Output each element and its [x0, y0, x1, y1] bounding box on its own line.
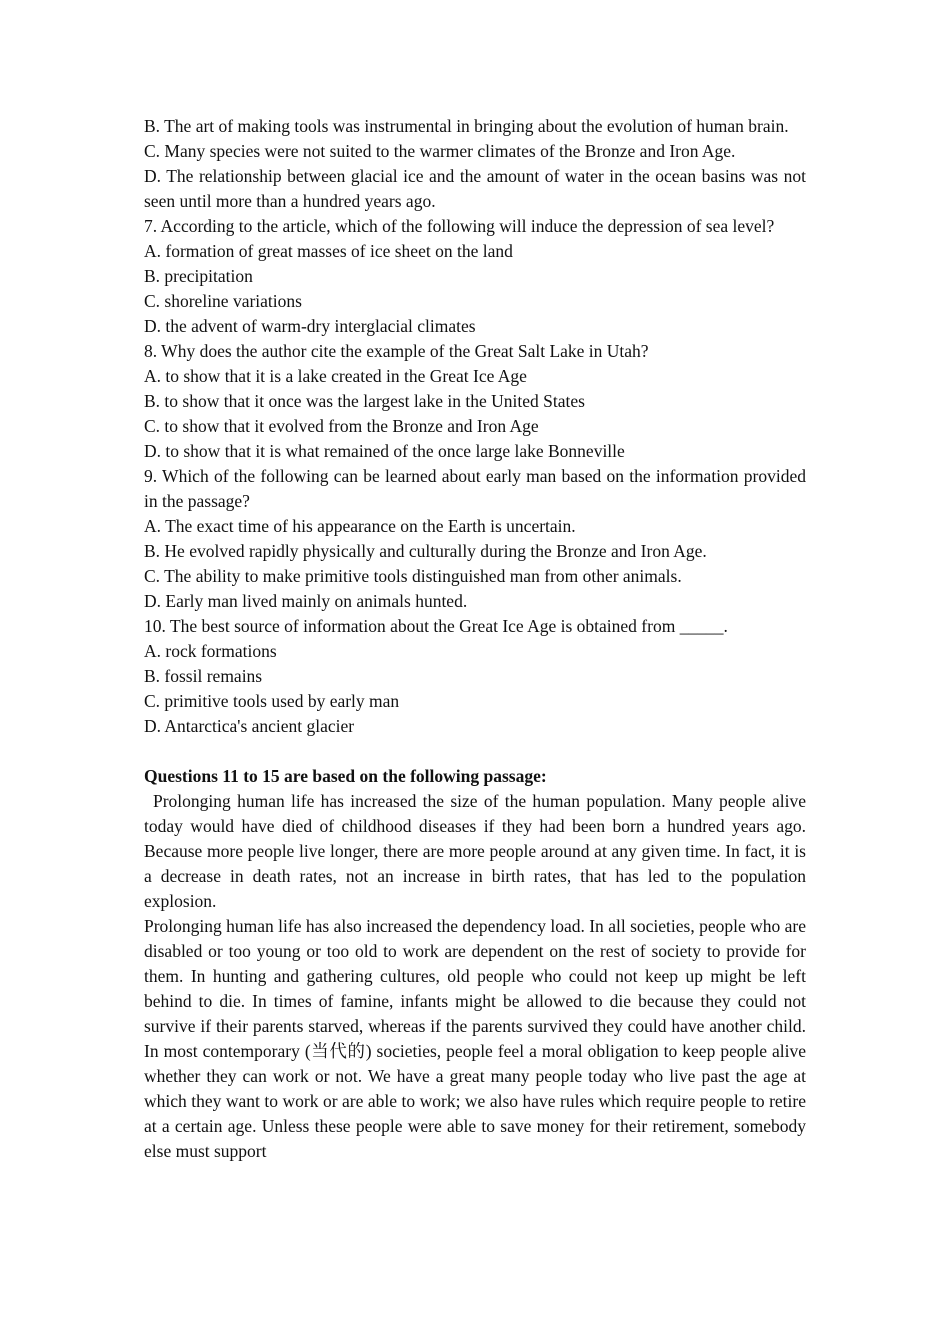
- q10-option-b: B. fossil remains: [144, 666, 263, 686]
- q7-option-d: D. the advent of warm-dry interglacial climates: [144, 316, 476, 336]
- q9-option-d: D. Early man lived mainly on animals hunted.: [144, 591, 468, 611]
- q9-option-b: B. He evolved rapidly physically and culturally during the Bronze and Iron Age.: [144, 541, 707, 561]
- q6-option-b: B. The art of making tools was instrumental in bringing about the evolution of human brain.: [144, 116, 789, 136]
- q10-option-a: A. rock formations: [144, 641, 277, 661]
- q7-option-b: B. precipitation: [144, 266, 253, 286]
- q7-question: 7. According to the article, which of the following will induce the depression of sea level?: [144, 216, 775, 236]
- passage-heading: Questions 11 to 15 are based on the following passage:: [144, 766, 547, 786]
- q8-option-a: A. to show that it is a lake created in the Great Ice Age: [144, 366, 527, 386]
- q8-option-d: D. to show that it is what remained of the once large lake Bonneville: [144, 441, 625, 461]
- q8-option-b: B. to show that it once was the largest lake in the United States: [144, 391, 585, 411]
- q8-question: 8. Why does the author cite the example of the Great Salt Lake in Utah?: [144, 341, 649, 361]
- passage-paragraph-1: Prolonging human life has increased the size of the human population. Many people alive today would have died of childhood diseases if they had been born a hundred years ago. Because more people live longer, there are more people around at any given time. In fact, it is a decrease in death rates, not an increase in birth rates, that has led to the population explosion.: [144, 791, 806, 911]
- q7-option-a: A. formation of great masses of ice sheet on the land: [144, 241, 513, 261]
- q6-option-c: C. Many species were not suited to the warmer climates of the Bronze and Iron Age.: [144, 141, 736, 161]
- q8-option-c: C. to show that it evolved from the Bronze and Iron Age: [144, 416, 539, 436]
- q6-option-d: D. The relationship between glacial ice and the amount of water in the ocean basins was not seen until more than a hundred years ago.: [144, 166, 806, 211]
- q10-question: 10. The best source of information about the Great Ice Age is obtained from _____.: [144, 616, 728, 636]
- document-page: [144, 114, 806, 1164]
- q10-option-c: C. primitive tools used by early man: [144, 691, 400, 711]
- q9-option-a: A. The exact time of his appearance on the Earth is uncertain.: [144, 516, 576, 536]
- q9-option-c: C. The ability to make primitive tools distinguished man from other animals.: [144, 566, 682, 586]
- q7-option-c: C. shoreline variations: [144, 291, 302, 311]
- q9-question: 9. Which of the following can be learned about early man based on the information provided in the passage?: [144, 466, 806, 511]
- q10-option-d: D. Antarctica's ancient glacier: [144, 716, 355, 736]
- section-gap: [144, 739, 806, 764]
- passage-paragraph-2: Prolonging human life has also increased the dependency load. In all societies, people who are disabled or too young or too old to work are dependent on the rest of society to provide for them. In hunting and gathering cultures, old people who could not keep up might be left behind to die. In times of famine, infants might be allowed to die because they could not survive if their parents starved, whereas if the parents survived they could have another child. In most contemporary (当代的) societies, people feel a moral obligation to keep people alive whether they can work or not. We have a great many people today who live past the age at which they want to work or are able to work; we also have rules which require people to retire at a certain age. Unless these people were able to save money for their retirement, somebody else must support: [144, 916, 806, 1161]
